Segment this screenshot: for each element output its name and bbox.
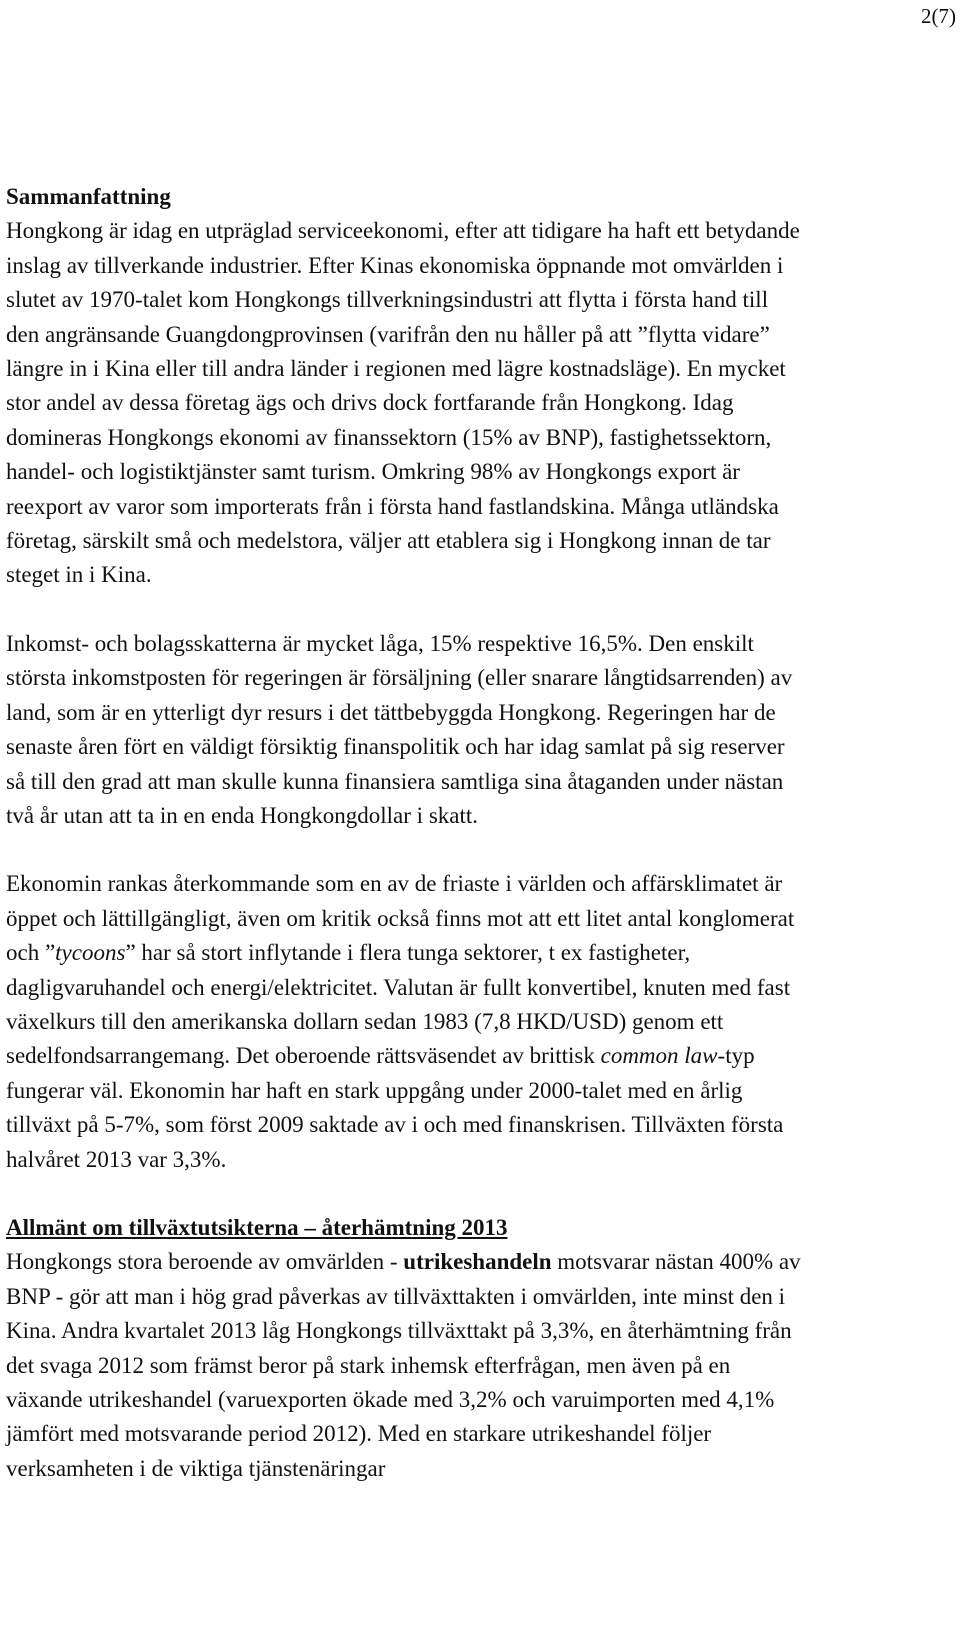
section-heading-sammanfattning: Sammanfattning bbox=[6, 184, 171, 209]
paragraph-text: ” har så stort inflytande i flera tunga sektorer, t ex fastigheter, dagligvaruhandel och energi/elektricitet. Valutan är fullt konvertibel, knuten med fast växelkurs till den amerikanska dollarn sedan 1983 (7,8 HKD/USD) genom ett sedelfondsarrangemang. Det oberoende rättsväsendet av brittisk bbox=[6, 940, 791, 1069]
italic-term: common law bbox=[600, 1043, 718, 1069]
paragraph-text: Ekonomin rankas återkommande som en av de friaste i världen och affärsklimatet är öppet och lättillgängligt, även om kritik också finns mot att ett litet antal konglomerat och ” bbox=[6, 871, 795, 966]
paragraph-summary-3 bbox=[6, 867, 806, 1177]
paragraph-text: -typ fungerar väl. Ekonomin har haft en stark uppgång under 2000-talet med en årlig tillväxt på 5-7%, som först 2009 saktade av i och med finanskrisen. Tillväxten första halvåret 2013 var 3,3%. bbox=[6, 1043, 784, 1172]
paragraph-growth-1 bbox=[6, 1245, 806, 1486]
paragraph-summary-2: Inkomst- och bolagsskatterna är mycket låga, 15% respektive 16,5%. Den enskilt största inkomstposten för regeringen är försäljning (eller snarare långtidsarrenden) av land, som är en ytterligt dyr resurs i det tättbebyggda Hongkong. Regeringen har de senaste åren fört en väldigt försiktig finanspolitik och har idag samlat på sig reserver så till den grad att man skulle kunna finansiera samtliga sina åtaganden under nästan två år utan att ta in en enda Hongkongdollar i skatt. bbox=[6, 630, 793, 828]
italic-term: tycoons bbox=[55, 940, 126, 966]
section-heading-tillvaxtutsikter: Allmänt om tillväxtutsikterna – återhämtning 2013 bbox=[6, 1214, 508, 1240]
paragraph-summary-1: Hongkong är idag en utpräglad serviceekonomi, efter att tidigare ha haft ett betydande inslag av tillverkande industrier. Efter Kinas ekonomiska öppnande mot omvärlden i slutet av 1970-talet kom Hongkongs tillverkningsindustri att flytta i första hand till den angränsande Guangdongprovinsen (varifrån den nu håller på att ”flytta vidare” längre in i Kina eller till andra länder i regionen med lägre kostnadsläge). En mycket stor andel av dessa företag ägs och drivs dock fortfarande från Hongkong. Idag domineras Hongkongs ekonomi av finanssektorn (15% av BNP), fastighetssektorn, handel- och logistiktjänster samt turism. Omkring 98% av Hongkongs export är reexport av varor som importerats från i första hand fastlandskina. Många utländska företag, särskilt små och medelstora, väljer att etablera sig i Hongkong innan de tar steget in i Kina. bbox=[6, 218, 800, 588]
bold-term: utrikeshandeln bbox=[403, 1249, 552, 1275]
page-number: 2(7) bbox=[921, 4, 956, 28]
paragraph-text: Hongkongs stora beroende av omvärlden - bbox=[6, 1249, 404, 1275]
document-body bbox=[6, 180, 806, 1486]
paragraph-text: motsvarar nästan 400% av BNP - gör att man i hög grad påverkas av tillväxttakten i omvärlden, inte minst den i Kina. Andra kvartalet 2013 låg Hongkongs tillväxttakt på 3,3%, en återhämtning från det svaga 2012 som främst beror på stark inhemsk efterfrågan, men även på en växande utrikeshandel (varuexporten ökade med 3,2% och varuimporten med 4,1% jämfört med motsvarande period 2012). Med en starkare utrikeshandel följer verksamheten i de viktiga tjänstenäringar bbox=[6, 1249, 801, 1481]
